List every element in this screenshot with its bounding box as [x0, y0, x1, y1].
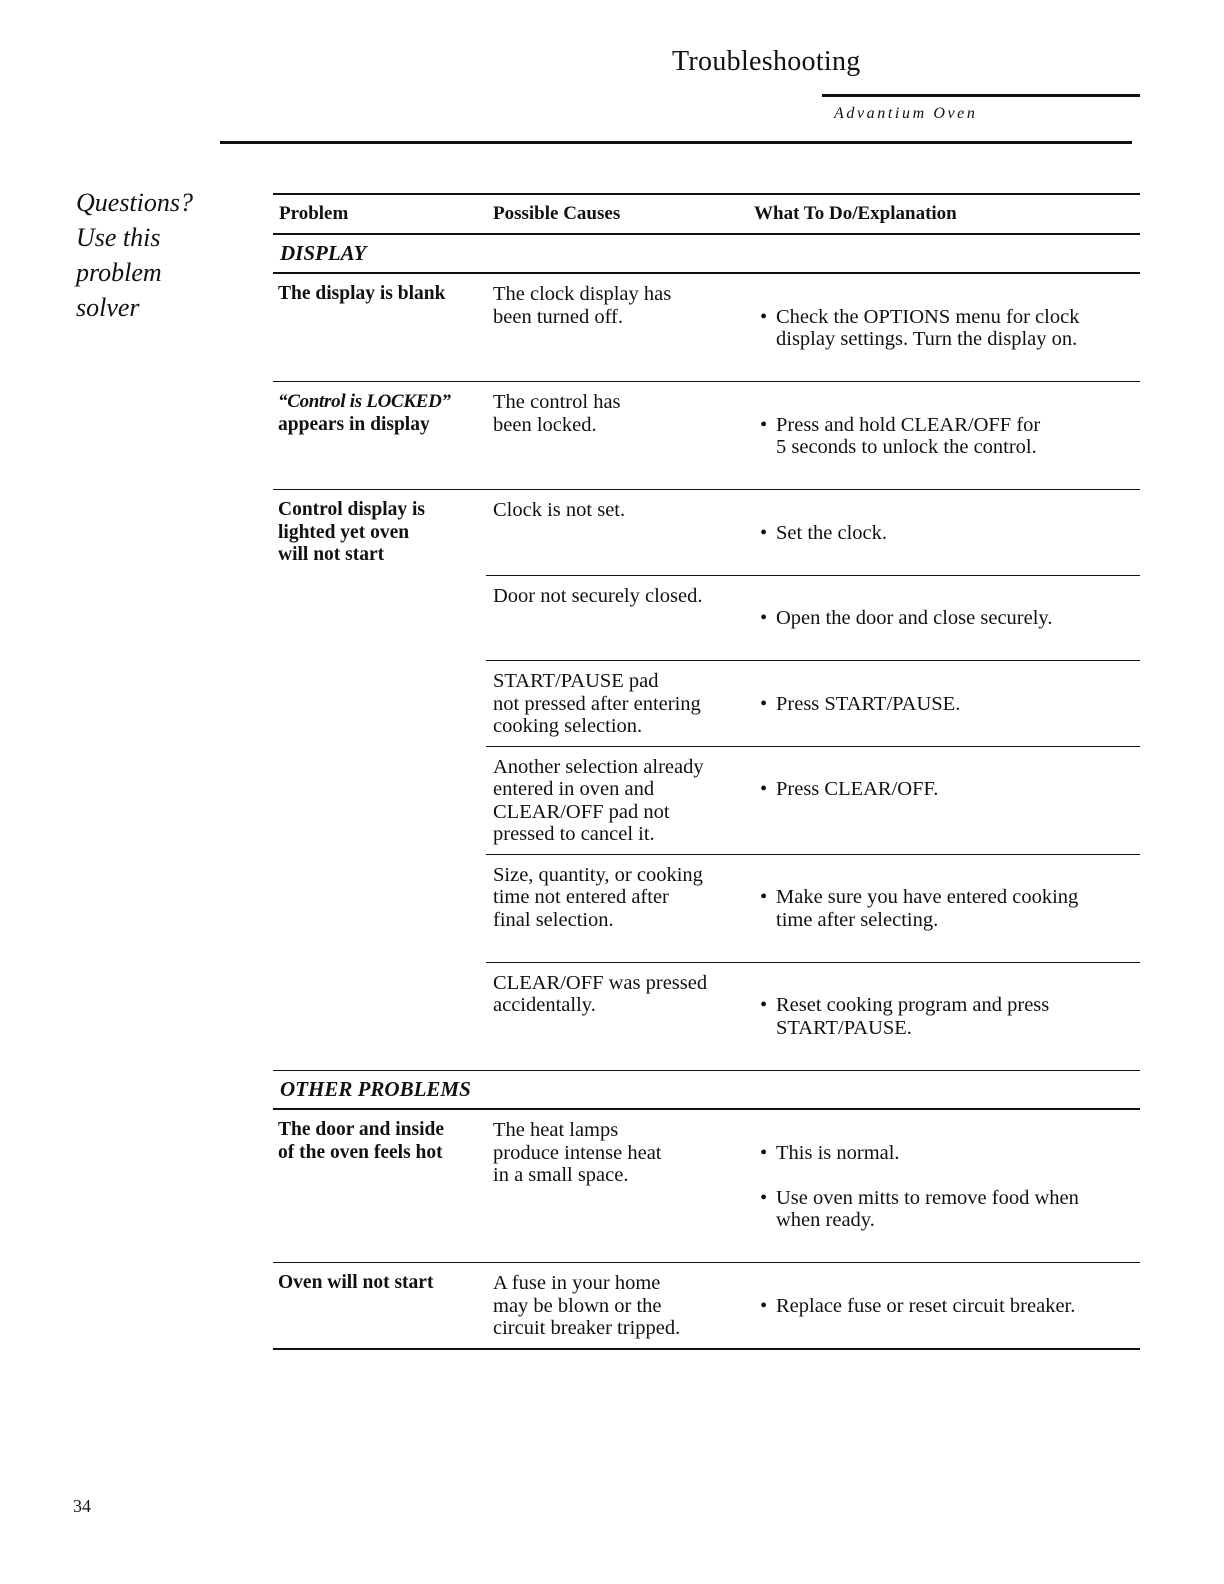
sidebar-line: Questions? [76, 188, 193, 217]
problem-cell: Oven will not start [273, 1263, 486, 1349]
table-row [273, 382, 1140, 490]
solution-text: Press START/PAUSE. [776, 692, 961, 715]
solution-text: Press CLEAR/OFF. [776, 778, 939, 800]
solution-cell [748, 854, 1140, 962]
bullet-icon: • [760, 413, 768, 436]
bullet-icon: • [760, 521, 768, 544]
bullet-icon: • [760, 1186, 768, 1209]
bullet-icon: • [760, 607, 768, 629]
table-header-row [273, 194, 1140, 234]
solution-cell [748, 661, 1140, 747]
cause-cell: Clock is not set. [486, 490, 748, 576]
solution-text: Replace fuse or reset circuit breaker. [776, 1294, 1076, 1317]
page-subtitle: Advantium Oven [834, 105, 978, 122]
solution-cell [748, 273, 1140, 382]
sidebar-questions [76, 185, 193, 325]
header-rule-short [822, 94, 1140, 97]
troubleshooting-table [273, 193, 1140, 1350]
cause-cell: START/PAUSE pad not pressed after entering cooking selection. [486, 661, 748, 747]
bullet-icon: • [760, 994, 768, 1016]
cause-cell: The clock display has been turned off. [486, 273, 748, 382]
page-number: 34 [73, 1496, 91, 1516]
bullet-icon: • [760, 1294, 768, 1317]
sidebar-line: solver [76, 293, 140, 322]
page-title: Troubleshooting [672, 46, 861, 77]
problem-cell: The display is blank [273, 273, 486, 382]
table-row [273, 273, 1140, 382]
solution-text: Check the OPTIONS menu for clock display settings. Turn the display on. [776, 305, 1080, 350]
problem-cell: Control display is lighted yet oven will not start [278, 499, 426, 565]
bullet-icon: • [760, 305, 768, 328]
cause-cell: The heat lamps produce intense heat in a small space. [486, 1109, 748, 1263]
section-title: OTHER PROBLEMS [273, 1070, 1140, 1109]
solution-text: Press and hold CLEAR/OFF for 5 seconds to unlock the control. [776, 413, 1041, 458]
solution-cell [748, 382, 1140, 490]
solution-cell [748, 746, 1140, 854]
solution-text: Set the clock. [776, 521, 888, 544]
sidebar-line: Use this [76, 223, 161, 252]
column-header-causes: Possible Causes [486, 194, 748, 234]
cause-cell: The control has been locked. [486, 382, 748, 490]
table-row [273, 490, 1140, 576]
cause-cell: Size, quantity, or cooking time not entered after final selection. [486, 854, 748, 962]
table-row [273, 1109, 1140, 1263]
solution-cell [748, 1263, 1140, 1349]
section-row-other-problems [273, 1070, 1140, 1109]
problem-text: appears in display [278, 413, 430, 435]
sidebar-line: problem [76, 258, 162, 287]
problem-cell: The door and inside of the oven feels hot [273, 1109, 486, 1263]
solution-cell [748, 1109, 1140, 1263]
cause-cell: CLEAR/OFF was pressed accidentally. [486, 962, 748, 1070]
section-title: DISPLAY [273, 234, 1140, 274]
solution-text: Use oven mitts to remove food when when ready. [776, 1186, 1079, 1231]
solution-text: Open the door and close securely. [776, 607, 1053, 629]
bullet-icon: • [760, 692, 768, 715]
section-row-display [273, 234, 1140, 274]
solution-cell [748, 962, 1140, 1070]
solution-text: This is normal. [776, 1141, 900, 1164]
cause-cell: Door not securely closed. [486, 575, 748, 661]
bullet-icon: • [760, 778, 768, 800]
header-rule-long [220, 141, 1132, 144]
column-header-problem: Problem [273, 194, 486, 234]
bullet-icon: • [760, 1141, 768, 1164]
cause-cell: A fuse in your home may be blown or the circuit breaker tripped. [486, 1263, 748, 1349]
solution-cell [748, 490, 1140, 576]
solution-text: Make sure you have entered cooking time after selecting. [776, 886, 1079, 931]
solution-cell [748, 575, 1140, 661]
problem-text-italic: “Control is LOCKED” [278, 391, 451, 412]
table-row [273, 1263, 1140, 1349]
cause-cell: Another selection already entered in oven and CLEAR/OFF pad not pressed to cancel it. [486, 746, 748, 854]
solution-text: Reset cooking program and press START/PAUSE. [776, 994, 1050, 1039]
column-header-what-to-do: What To Do/Explanation [748, 194, 1140, 234]
bullet-icon: • [760, 886, 768, 908]
problem-cell [273, 382, 486, 490]
